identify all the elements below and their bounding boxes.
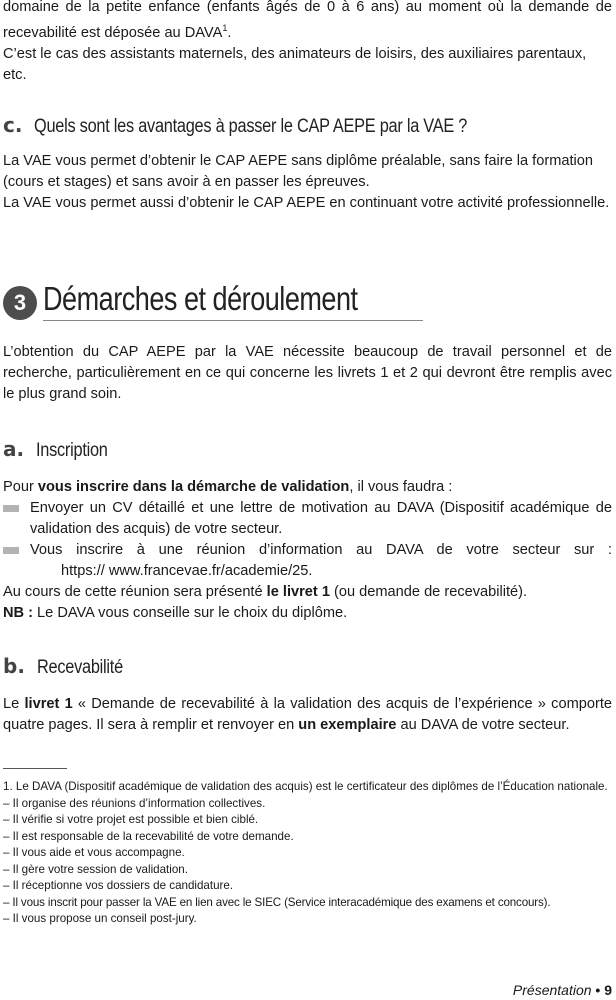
subheading-title: Inscription	[36, 440, 108, 461]
subheading-letter: a.	[3, 437, 25, 461]
inscription-intro: Pour vous inscrire dans la démarche de validation, il vous faudra :	[3, 479, 453, 495]
section-b-body	[3, 694, 612, 736]
section-title: Démarches et déroulement	[43, 280, 358, 317]
intro-line-2: recevabilité est déposée au DAVA$^1$.	[3, 23, 232, 41]
folio-label: Présentation	[512, 982, 592, 998]
dava-url: https:// www.francevae.fr/academie/25.	[61, 563, 313, 579]
section-c-paragraph-2: La VAE vous permet aussi d’obtenir le CAP AEPE en continuant votre activité professionnelle.	[3, 195, 610, 211]
section-a-body	[3, 477, 612, 624]
bullet-marker	[3, 547, 19, 554]
folio-separator: •	[591, 982, 605, 998]
subheading-title: Quels sont les avantages à passer le CAP AEPE par la VAE ?	[34, 116, 468, 137]
section-3-body	[3, 342, 612, 405]
footnote-rule	[3, 768, 67, 769]
section-number-badge: 3	[3, 286, 37, 320]
section-c-paragraph-1: La VAE vous permet d’obtenir le CAP AEPE sans diplôme préalable, sans faire la formation (cours et stages) et sans avoir à en passer les épreuves.	[3, 153, 594, 190]
section-title-underline	[43, 280, 423, 321]
bullet-item	[3, 540, 612, 561]
bullet-text: Vous inscrire à une réunion d’information au DAVA de votre secteur sur :	[30, 542, 612, 558]
footnote-item: – Il vous propose un conseil post-jury.	[3, 912, 197, 925]
bullet-text: Envoyer un CV détaillé et une lettre de motivation au DAVA (Dispositif académique de validation des acquis) de votre secteur.	[30, 500, 612, 537]
footnote-item: – Il gère votre session de validation.	[3, 862, 188, 876]
subheading-a	[3, 437, 612, 462]
recevabilite-paragraph: Le livret 1 « Demande de recevabilité à la validation des acquis de l’expérience » comporte quatre pages. Il sera à remplir et renvoyer en un exemplaire au DAVA de votre secteur.	[3, 696, 612, 733]
meeting-text: Au cours de cette réunion sera présenté le livret 1 (ou demande de recevabilité).	[3, 584, 528, 600]
subheading-c	[3, 113, 612, 138]
nb-note: NB : Le DAVA vous conseille sur le choix du diplôme.	[3, 605, 348, 621]
footnote-item: – Il organise des réunions d’information collectives.	[3, 796, 266, 810]
footnote-item: – Il vérifie si votre projet est possible et bien ciblé.	[3, 813, 259, 826]
footnote-main: 1. Le DAVA (Dispositif académique de validation des acquis) est le certificateur des diplômes de l’Éducation nationale.	[3, 780, 608, 793]
footnote-item: – Il vous aide et vous accompagne.	[3, 846, 185, 859]
intro-paragraph-2: C’est le cas des assistants maternels, des animateurs de loisirs, des auxiliaires parentaux, etc.	[3, 45, 587, 83]
subheading-letter: b.	[3, 654, 25, 678]
footnote	[3, 779, 612, 928]
subheading-letter: c.	[3, 113, 23, 137]
footnote-item: – Il vous inscrit pour passer la VAE en lien avec le SIEC (Service interacadémique des examens et concours).	[3, 895, 551, 909]
subheading-title: Recevabilité	[36, 657, 123, 678]
section-3-heading	[3, 280, 612, 321]
bullet-item	[3, 498, 612, 540]
footnote-item: – Il est responsable de la recevabilité de votre demande.	[3, 829, 294, 843]
page-number: 9	[604, 982, 612, 998]
page-folio	[513, 982, 612, 998]
footnote-item: – Il réceptionne vos dossiers de candidature.	[3, 879, 234, 892]
intro-line-1: domaine de la petite enfance (enfants âgés de 0 à 6 ans) au moment où la demande de	[3, 0, 612, 15]
subheading-b	[3, 654, 612, 679]
bullet-marker	[3, 505, 19, 512]
intro-block	[3, 0, 612, 86]
section-c-body	[3, 151, 612, 214]
section-3-paragraph: L’obtention du CAP AEPE par la VAE nécessite beaucoup de travail personnel et de recherche, particulièrement en ce qui concerne les livrets 1 et 2 qui devront être remplis avec le plus grand soin.	[3, 344, 612, 402]
